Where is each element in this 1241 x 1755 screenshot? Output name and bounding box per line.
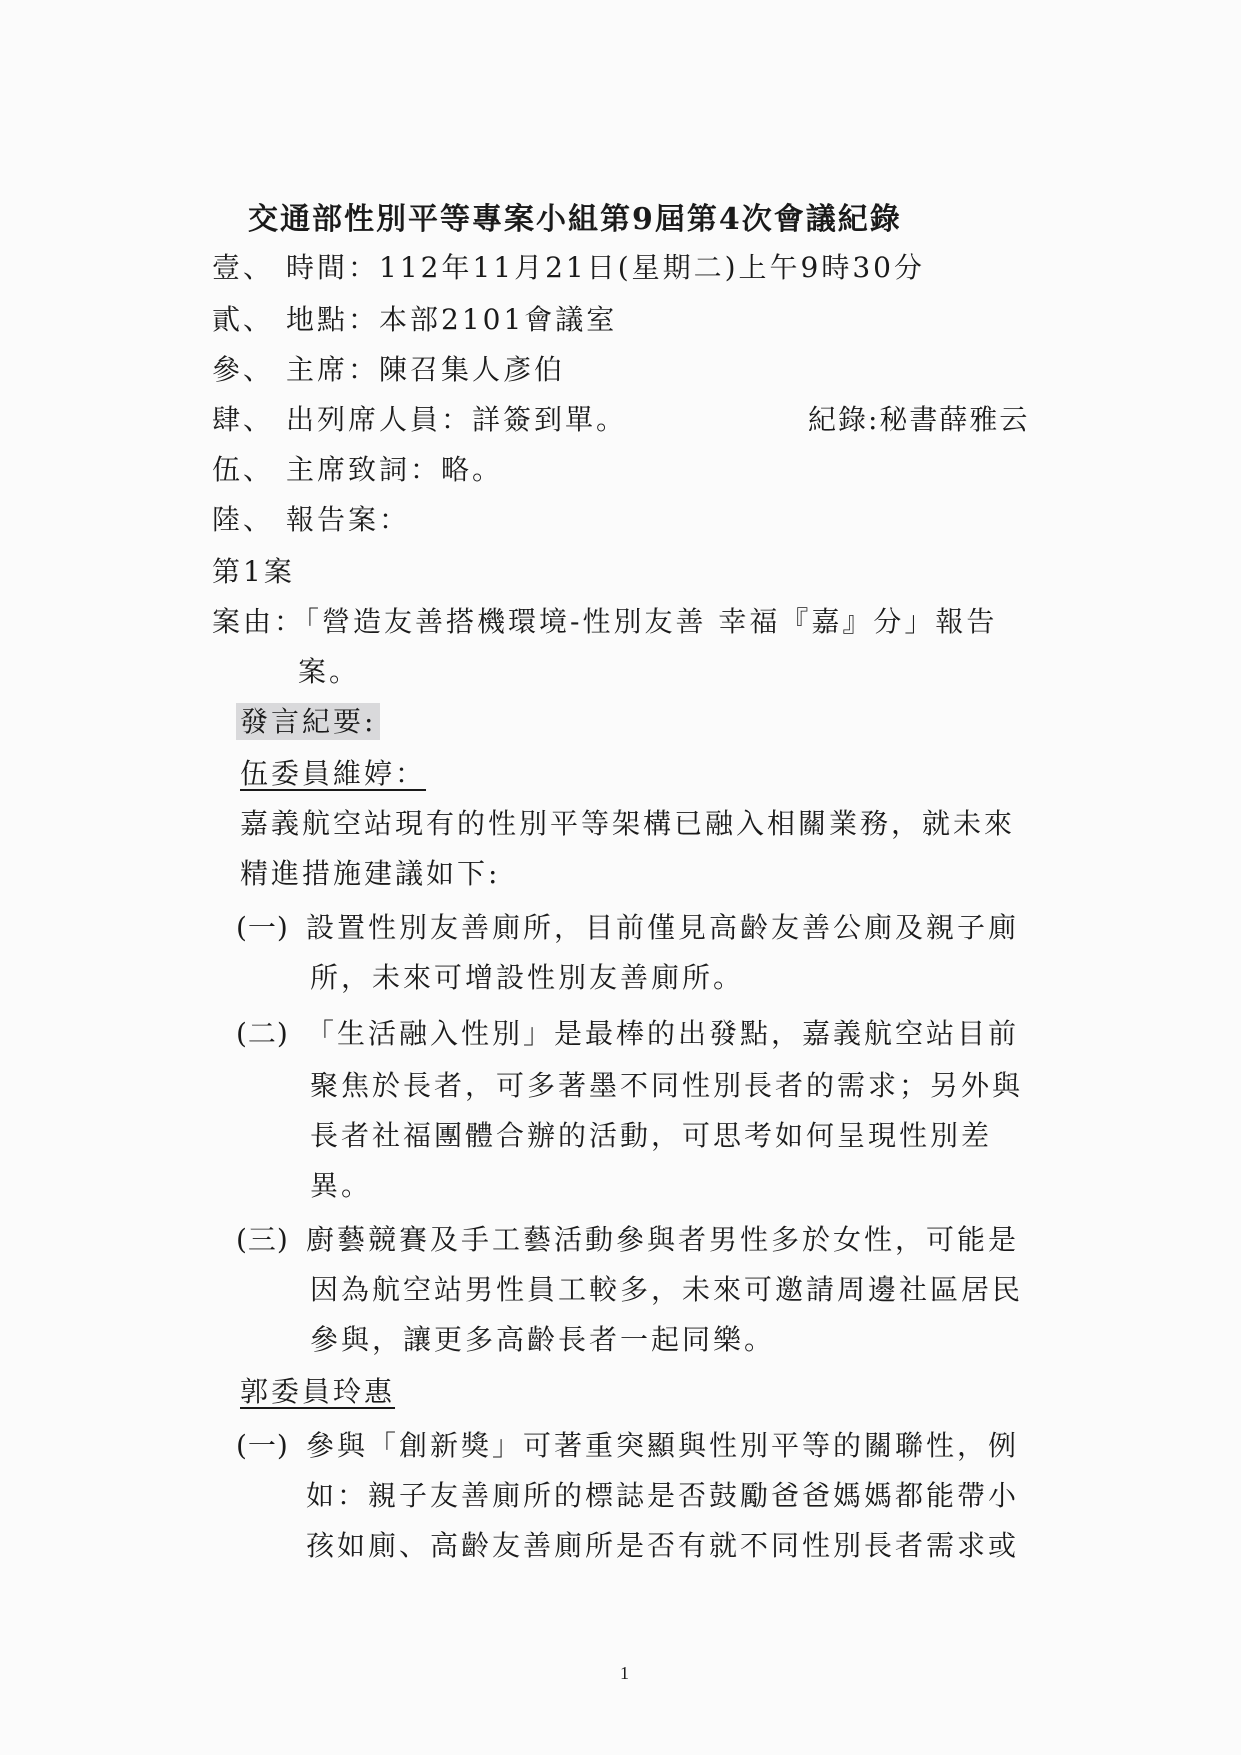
point-line: 「生活融入性別」是最棒的出發點，嘉義航空站目前 [306,1017,1020,1050]
speech-heading [240,700,380,740]
speaker-name: 伍委員維婷： [240,757,427,790]
speaker-intro-line: 精進措施建議如下: [240,857,501,890]
item-mark: 伍、 [212,453,275,486]
point-line: 孩如廁、高齡友善廁所是否有就不同性別長者需求或 [306,1529,1020,1562]
point-number: (一) [236,1429,289,1462]
point-line: 如：親子友善廁所的標誌是否鼓勵爸爸媽媽都能帶小 [306,1479,1020,1512]
speech-heading-text: 發言紀要: [236,703,380,740]
item-mark: 壹、 [212,251,275,284]
item-text: 主席致詞：略。 [286,453,504,486]
point-line: 參與，讓更多高齡長者一起同樂。 [310,1323,776,1356]
point-line: 所，未來可增設性別友善廁所。 [310,961,745,994]
item-text: 報告案： [286,503,411,536]
point-line: 長者社福團體合辦的活動，可思考如何呈現性別差 [310,1119,993,1152]
item-text: 時間：112年11月21日(星期二)上午9時30分 [286,251,925,284]
item-mark: 貳、 [212,303,275,336]
item-mark: 參、 [212,353,275,386]
point-line: 參與「創新獎」可著重突顯與性別平等的關聯性，例 [306,1429,1020,1462]
case-number: 第1案 [212,555,295,588]
point-line: 設置性別友善廁所，目前僅見高齡友善公廁及親子廁 [306,911,1020,944]
point-number: (三) [236,1223,289,1256]
point-number: (一) [236,911,289,944]
point-line: 因為航空站男性員工較多，未來可邀請周邊社區居民 [310,1273,1024,1306]
page-number: 1 [620,1663,629,1683]
document-title: 交通部性別平等專案小組第9屆第4次會議紀錄 [248,202,902,237]
point-line: 聚焦於長者，可多著墨不同性別長者的需求；另外與 [310,1069,1024,1102]
recorder-note: 紀錄:秘書薛雅云 [808,403,1030,436]
item-text: 出列席人員：詳簽到單。 [286,403,628,436]
item-text: 主席：陳召集人彥伯 [286,353,566,386]
point-line: 廚藝競賽及手工藝活動參與者男性多於女性，可能是 [306,1223,1020,1256]
item-mark: 肆、 [212,403,275,436]
case-reason-line: 案由：「營造友善搭機環境-性別友善 幸福『嘉』分」報告 [212,605,998,638]
point-line: 異。 [310,1169,373,1202]
speaker-intro-line: 嘉義航空站現有的性別平等架構已融入相關業務，就未來 [240,807,1016,840]
item-text: 地點：本部2101會議室 [286,303,618,336]
speaker-name: 郭委員玲惠 [240,1375,396,1408]
case-reason-line: 案。 [298,655,361,688]
point-number: (二) [236,1017,289,1050]
item-mark: 陸、 [212,503,275,536]
